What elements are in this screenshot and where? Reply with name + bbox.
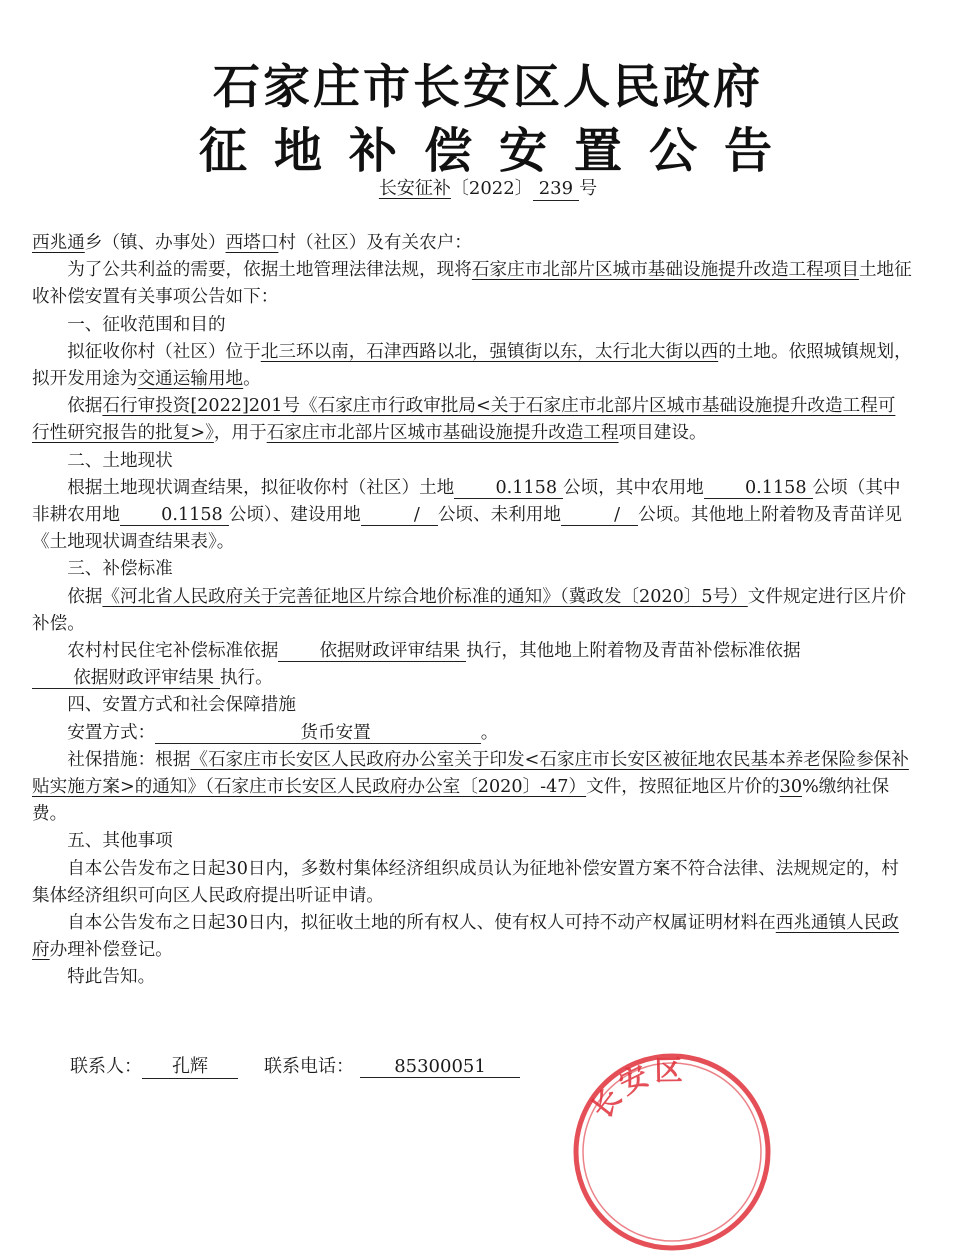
- project-name: 石家庄市北部片区城市基础设施提升改造工程项目: [471, 260, 859, 281]
- contact-phone-label: 联系电话：: [264, 1056, 354, 1077]
- intro-text-1: 为了公共利益的需要，依据土地管理法律法规，现将: [67, 260, 472, 281]
- ss-text-3: %缴纳社保费。: [32, 777, 890, 825]
- doc-year: 〔2022〕: [450, 178, 533, 199]
- std-text-3: 执行。: [219, 668, 273, 689]
- land-construction: /: [361, 505, 438, 526]
- comp-text-1: 依据: [67, 586, 103, 607]
- intro-text-2: 土地征收补偿安置有关事项公告如下：: [32, 260, 912, 308]
- compensation-basis-paragraph: [32, 584, 912, 638]
- section-heading-4: 四、安置方式和社会保障措施: [67, 695, 296, 716]
- addressee: [32, 230, 912, 257]
- official-seal-icon: [560, 1040, 780, 1260]
- std-text-1: 农村村民住宅补偿标准依据: [67, 641, 279, 662]
- addressee-village: 西塔口: [225, 233, 279, 253]
- addressee-village-suffix: 村（社区）及有关农户：: [278, 233, 472, 253]
- land-unused: /: [561, 505, 638, 526]
- std-housing: 依据财政评审结果: [278, 641, 466, 662]
- addressee-town-suffix: 乡（镇、办事处）: [84, 233, 226, 253]
- resettlement-paragraph: [32, 720, 912, 747]
- section-heading-5: 五、其他事项: [67, 831, 173, 852]
- std-text-2: 执行，其他地上附着物及青苗补偿标准依据: [466, 641, 801, 662]
- intro-paragraph: [32, 257, 912, 311]
- comp-text-2: 文件规定进行区片价补偿。: [32, 586, 907, 634]
- basis-paragraph: [32, 393, 912, 447]
- contact-line: [70, 1052, 520, 1079]
- basis-text-2: ，用于: [213, 423, 267, 444]
- ss-percent: 30: [779, 777, 803, 798]
- land-agricultural: 0.1158: [704, 478, 813, 499]
- scope-text-2: 的土地。依照城镇规划，拟开发用途为: [32, 341, 912, 390]
- land-total: 0.1158: [454, 478, 563, 499]
- hearing-paragraph: 自本公告发布之日起30日内，多数村集体经济组织成员认为征地补偿安置方案不符合法律、法规规定的，村集体经济组织可向区人民政府提出听证申请。: [32, 858, 899, 906]
- scope-land-use: 交通运输用地: [137, 369, 244, 390]
- land-non-arable: 0.1158: [120, 505, 229, 526]
- land-status-paragraph: [32, 475, 912, 557]
- land-text-3: 公顷（其中非耕农用地: [32, 477, 901, 526]
- std-attachments: 依据财政评审结果: [32, 668, 220, 689]
- ss-text-2: 文件，按照征地区片价的: [586, 777, 780, 798]
- doc-suffix: 号: [579, 178, 598, 199]
- title-line-1: 石家庄市长安区人民政府: [213, 60, 763, 115]
- contact-phone: 85300051: [360, 1056, 520, 1078]
- contact-person: 孔辉: [142, 1052, 238, 1079]
- reg-office: 西兆通镇人民政府: [32, 913, 899, 961]
- scope-text-3: 。: [243, 369, 261, 390]
- land-text-1: 根据土地现状调查结果，拟征收你村（社区）土地: [67, 477, 455, 498]
- compensation-standard-paragraph: [32, 638, 912, 692]
- resettle-method: 货币安置: [155, 723, 481, 744]
- section-heading-1: 一、征收范围和目的: [67, 314, 226, 335]
- section-heading-3: 三、补偿标准: [67, 559, 173, 580]
- title-line-2: 征地补偿安置公告: [198, 123, 799, 179]
- reg-text-2: 办理补偿登记。: [49, 940, 173, 961]
- doc-prefix: 长安征补: [378, 178, 451, 199]
- scope-location: 北三环以南，石津西路以北，强镇街以东，太行北大街以西: [260, 341, 719, 362]
- comp-document: 《河北省人民政府关于完善征地区片综合地价标准的通知》（冀政发〔2020〕5号）: [102, 586, 748, 607]
- ss-document: 《石家庄市长安区人民政府办公室关于印发<石家庄市长安区被征地农民基本养老保险参保补贴实施方案>的通知》（石家庄市长安区人民政府办公室〔2020〕-47）: [32, 749, 909, 798]
- seal-text: 长安区: [584, 1053, 687, 1125]
- resettle-label: 安置方式：: [67, 722, 156, 743]
- land-text-2: 公顷，其中农用地: [563, 477, 704, 498]
- basis-approval: 石行审投资[2022]201号《石家庄市行政审批局<关于石家庄市北部片区城市基础设施提升改造工程可行性研究报告的批复>》: [32, 396, 896, 444]
- registration-paragraph: [32, 910, 912, 964]
- land-text-4: 公顷）、建设用地: [228, 505, 361, 526]
- resettle-end: 。: [480, 722, 499, 743]
- document-number: [0, 174, 976, 201]
- contact-person-label: 联系人：: [70, 1056, 142, 1077]
- basis-text-3: 项目建设。: [618, 423, 707, 444]
- social-security-paragraph: [32, 747, 912, 829]
- ss-text-1: 社保措施：根据: [67, 749, 191, 770]
- scope-text-1: 拟征收你村（社区）位于: [67, 341, 261, 362]
- section-heading-2: 二、土地现状: [67, 450, 173, 471]
- basis-text-1: 依据: [67, 396, 103, 417]
- notice-body: [32, 230, 912, 992]
- basis-project: 石家庄市北部片区城市基础设施提升改造工程: [266, 423, 619, 444]
- land-text-5: 公顷、未利用地: [437, 505, 561, 526]
- doc-num: 239: [533, 179, 579, 201]
- reg-text-1: 自本公告发布之日起30日内，拟征收土地的所有权人、使有权人可持不动产权属证明材料在: [67, 913, 776, 934]
- closing-paragraph: 特此告知。: [67, 967, 156, 988]
- addressee-town: 西兆通: [32, 233, 85, 253]
- scope-paragraph: [32, 339, 912, 393]
- land-text-6: 公顷。其他地上附着物及青苗详见《土地现状调查结果表》。: [32, 505, 903, 553]
